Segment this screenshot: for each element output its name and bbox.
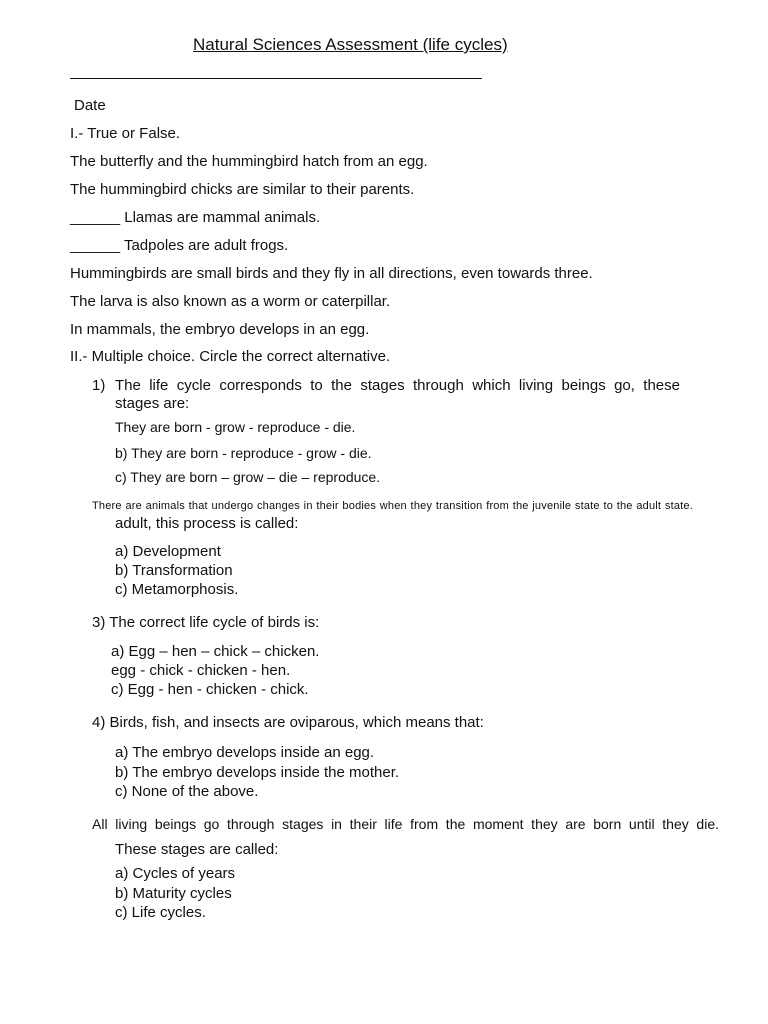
- q5-question: All living beings go through stages in their life from the moment they are born until they die.: [92, 816, 719, 832]
- q1-question: The life cycle corresponds to the stages through which living beings go, these: [115, 377, 680, 394]
- q4-question: 4) Birds, fish, and insects are oviparous, which means that:: [92, 714, 484, 731]
- q2-question-cont: adult, this process is called:: [115, 515, 299, 532]
- q3-option-b: egg - chick - chicken - hen.: [111, 662, 291, 679]
- tf-item-4: ______ Tadpoles are adult frogs.: [70, 237, 289, 254]
- q1-option-b: b) They are born - reproduce - grow - die.: [115, 445, 372, 461]
- name-line: [70, 78, 482, 79]
- date-label: Date: [74, 97, 106, 114]
- q5-question-cont: These stages are called:: [115, 841, 279, 858]
- page-title: Natural Sciences Assessment (life cycles): [193, 35, 508, 54]
- q1-option-a: They are born - grow - reproduce - die.: [115, 419, 356, 435]
- q5-option-b: b) Maturity cycles: [115, 885, 232, 902]
- q2-option-c: c) Metamorphosis.: [115, 581, 239, 598]
- q2-option-b: b) Transformation: [115, 562, 233, 579]
- q1-number: 1): [92, 377, 106, 394]
- section2-heading: II.- Multiple choice. Circle the correct alternative.: [70, 348, 391, 365]
- tf-item-7: In mammals, the embryo develops in an egg.: [70, 321, 370, 338]
- q1-option-c: c) They are born – grow – die – reproduce.: [115, 469, 381, 485]
- tf-item-5: Hummingbirds are small birds and they fly in all directions, even towards three.: [70, 265, 593, 282]
- q4-option-c: c) None of the above.: [115, 783, 259, 800]
- tf-item-2: The hummingbird chicks are similar to their parents.: [70, 181, 415, 198]
- q2-question: There are animals that undergo changes in their bodies when they transition from the juvenile state to the adult state.: [92, 500, 693, 512]
- q4-option-b: b) The embryo develops inside the mother.: [115, 764, 400, 781]
- q2-option-a: a) Development: [115, 543, 221, 560]
- section1-heading: I.- True or False.: [70, 125, 181, 142]
- q5-option-a: a) Cycles of years: [115, 865, 236, 882]
- q1-question-cont: stages are:: [115, 395, 190, 412]
- tf-item-3: ______ Llamas are mammal animals.: [70, 209, 321, 226]
- q3-option-c: c) Egg - hen - chicken - chick.: [111, 681, 309, 698]
- tf-item-1: The butterfly and the hummingbird hatch from an egg.: [70, 153, 428, 170]
- tf-item-6: The larva is also known as a worm or caterpillar.: [70, 293, 391, 310]
- q3-option-a: a) Egg – hen – chick – chicken.: [111, 643, 320, 660]
- q5-option-c: c) Life cycles.: [115, 904, 206, 921]
- q4-option-a: a) The embryo develops inside an egg.: [115, 744, 375, 761]
- q3-question: 3) The correct life cycle of birds is:: [92, 614, 320, 631]
